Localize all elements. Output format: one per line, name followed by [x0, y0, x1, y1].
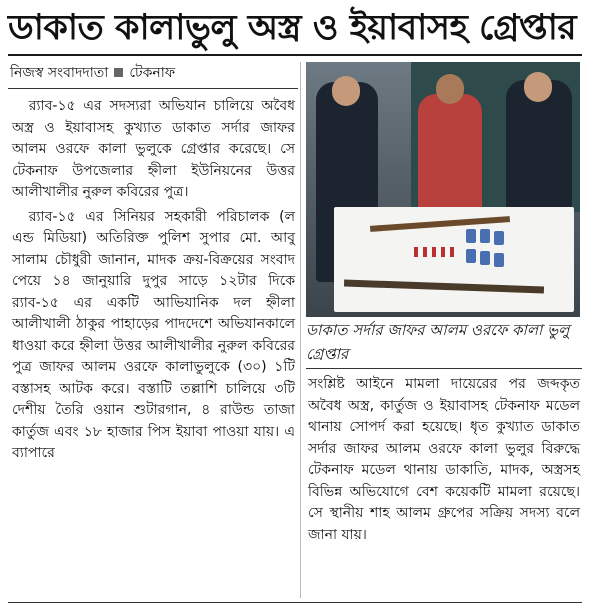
photo-yaba-pack — [466, 229, 476, 243]
article-right-column — [308, 374, 580, 546]
photo-yaba-pack — [480, 229, 490, 243]
photo-yaba-pack — [480, 251, 490, 265]
bottom-rule — [8, 602, 582, 603]
photo-caption: ডাকাত সর্দার জাফর আলম ওরফে কালা ভুলু গ্রেপ্তার — [306, 321, 570, 363]
article-paragraph: র‍্যাব-১৫ এর সদস্যরা অভিযান চালিয়ে অবৈধ অস্ত্র ও ইয়াবাসহ কুখ্যাত ডাকাত সর্দার জাফর আলম ওরফে কালা ভুলুকে গ্রেপ্তার করেছে। সে টেকনাফ উপজেলার হ্নীলা ইউনিয়নের উত্তর আলীখালীর নুরুল কবিরের পুত্র। — [12, 98, 295, 200]
headline: ডাকাত কালাভুলু অস্ত্র ও ইয়াবাসহ গ্রেপ্তার — [8, 8, 577, 48]
headline-rule — [8, 54, 582, 56]
photo-yaba-pack — [494, 253, 504, 267]
byline-location: টেকনাফ — [129, 65, 176, 81]
photo-head — [332, 76, 360, 106]
photo-shooter-gun — [344, 280, 544, 294]
article-paragraph: র‍্যাব-১৫ এর সিনিয়র সহকারী পরিচালক (ল এন্ড মিডিয়া) অতিরিক্ত পুলিশ সুপার মো. আবু সালাম চৌধুরী জানান, মাদক ক্রয়-বিক্রয়ের সংবাদ পেয়ে ১৪ জানুয়ারি দুপুর সাড়ে ১২টার দিকে র‍্যাব-১৫ এর একটি আভিযানিক দল হ্নীলা আলীখালী ঠাকুর পাহাড়ের পাদদেশে অভিযানকালে ধাওয়া করে হ্নীলা উত্তর আলীখালীর নুরুল কবিরের পুত্র জাফর আলম ওরফে কালাভুলুকে (৩০) ১টি বস্তাসহ আটক করে। বস্তাটি তল্লাশি চালিয়ে ৩টি দেশীয় তৈরি ওয়ান শুটারগান, ৪ রাউন্ড তাজা কার্তুজ এবং ১৮ হাজার পিস ইয়াবা পাওয়া যায়। এ ব্যাপারে — [12, 208, 295, 461]
photo-yaba-pack — [494, 231, 504, 245]
photo-cartridges — [414, 247, 454, 257]
column-divider — [300, 62, 301, 598]
square-bullet-icon — [114, 68, 123, 77]
news-photo — [306, 62, 580, 317]
article-left-column — [12, 96, 295, 468]
article-paragraph: সংশ্লিষ্ট আইনে মামলা দায়েরের পর জব্দকৃত অবৈধ অস্ত্র, কার্তুজ ও ইয়াবাসহ টেকনাফ মডেল থানায় সোপর্দ করা হয়েছে। ধৃত কুখ্যাত ডাকাত সর্দার জাফর আলম ওরফে কালা ভুলুর বিরুদ্ধে টেকনাফ মডেল থানায় ডাকাতি, মাদক, অস্ত্রসহ বিভিন্ন অভিযোগে বেশ কয়েকটি মামলা রয়েছে। সে স্থানীয় শাহ আলম গ্রুপের সক্রিয় সদস্য বলে জানা যায়। — [308, 376, 580, 543]
byline — [10, 62, 300, 84]
photo-head — [524, 72, 552, 102]
byline-reporter: নিজস্ব সংবাদদাতা — [10, 65, 109, 81]
photo-yaba-pack — [466, 249, 476, 263]
photo-seized-items — [334, 207, 574, 312]
photo-head — [436, 74, 464, 104]
caption-rule — [306, 368, 582, 369]
byline-rule — [8, 88, 298, 89]
